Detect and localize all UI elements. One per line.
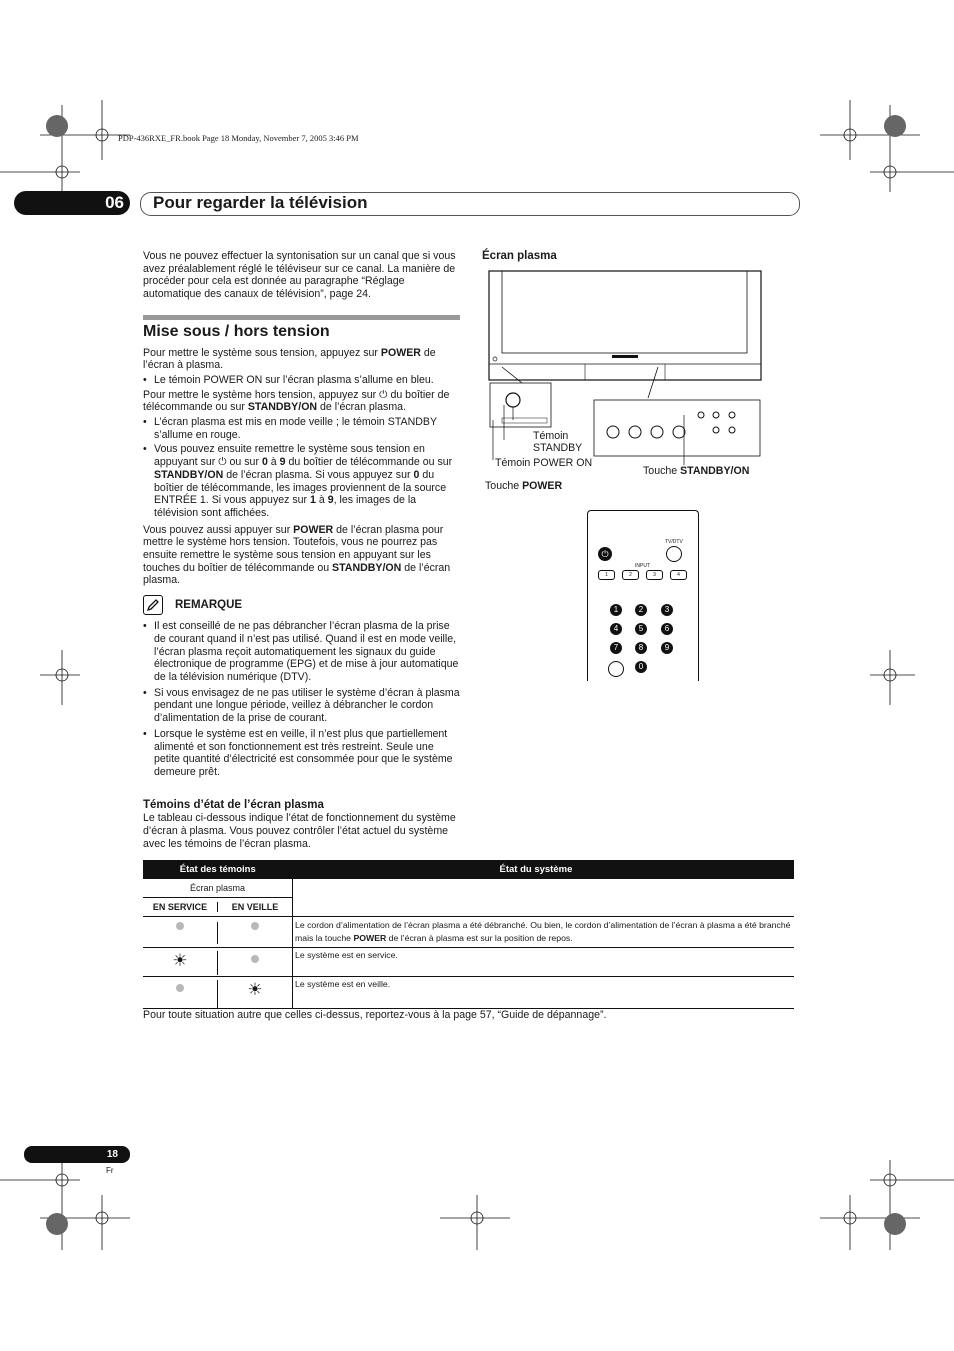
power-icon: ⏻ [598,547,612,561]
led-off-icon [251,922,259,930]
intro-text: Vous ne pouvez effectuer la syntonisation sur un canal que si vous avez préalablement réglé le téléviseur sur ce canal. La manière de procéder pour cela est donnée au paragraphe “Réglage automatique des canaux de télévision”, page 24. [143,250,456,301]
tv-dtv-button [666,546,682,562]
led-on-icon: ☀ [247,979,263,999]
pencil-icon [143,595,163,615]
input-key: 4 [670,570,687,580]
note-item: • Si vous envisagez de ne pas utiliser le système d’écran à plasma pendant une longue période, veillez à débrancher le cordon d’alimentation de la prise de courant. [143,687,460,725]
table-subheader: Écran plasma [143,879,293,897]
note-label: REMARQUE [175,598,243,611]
remote-number-key: 7 [610,642,622,654]
indicators-intro: Le tableau ci-dessous indique l’état de fonctionnement du système d’écran à plasma. Vous pouvez contrôler l’état actuel du système avec les témoins de l’écran plasma. [143,812,456,850]
remote-round-key [608,661,624,677]
note-item: • Il est conseillé de ne pas débrancher l’écran plasma de la prise de courant quand il n’est pas utilisé. Quand il est en mode veille, l’écran plasma reçoit automatiquement les signaux du guide électronique de programme (EPG) et de mise à jour automatique de la télévision numérique (DTV). [143,620,460,684]
label-touche-power: Touche POWER [485,480,563,492]
note-item: • Lorsque le système est en veille, il n’est plus que partiellement alimenté et son fonctionnement est très restreint. Seule une petite quantité d’électricité est consommée pour que le système demeure prêt. [143,728,460,779]
remote-number-key: 6 [661,623,673,635]
power-off-paragraph: Pour mettre le système hors tension, appuyez sur ⏻ du boîtier de télécommande ou sur STANDBY/ON de l’écran plasma. [143,388,450,414]
page-number: 18 [24,1146,130,1163]
remote-number-key: 4 [610,623,622,635]
power-icon: ⏻ [218,456,227,469]
remote-number-key: 9 [661,642,673,654]
label-touche-standby: Touche STANDBY/ON [643,465,750,477]
section-rule [143,315,460,320]
table-row [143,916,794,947]
chapter-number: 06 [14,191,130,215]
section-title-power: Mise sous / hors tension [143,322,330,340]
left-column [143,250,460,850]
figure-title: Écran plasma [482,250,557,262]
led-off-icon [176,922,184,930]
section-title-indicators: Témoins d’état de l’écran plasma [143,798,324,811]
col-en-veille: EN VEILLE [231,901,279,912]
led-off-icon [251,955,259,963]
remote-number-key: 1 [610,604,622,616]
input-key: 3 [646,570,663,580]
remote-number-key: 0 [635,661,647,673]
remote-number-key: 5 [635,623,647,635]
page-language: Fr [106,1166,114,1175]
label-temoin-standby: Témoin STANDBY [533,430,583,454]
power-on-paragraph: Pour mettre le système sous tension, appuyez sur POWER de l’écran à plasma. [143,346,436,372]
table-columns [143,897,293,916]
table-row [143,947,794,976]
bullet-power-on: • Le témoin POWER ON sur l’écran plasma s’allume en bleu. [143,374,460,387]
remote-control-illustration [587,510,699,681]
note-header [143,595,460,615]
col-en-service: EN SERVICE [143,902,218,912]
row-state-text: Le système est en veille. [293,976,795,1008]
table-row [143,976,794,1008]
tv-dtv-label: TV/DTV [665,539,683,545]
power-button-paragraph: Vous pouvez aussi appuyer sur POWER de l’écran plasma pour mettre le système hors tension. Toutefois, vous ne pourrez pas ensuite remettre le système sous tension en appuyant sur les touches du boîtier de télécommande ou STANDBY/ON de l’écran plasma. [143,523,451,587]
remote-number-key: 2 [635,604,647,616]
bullet-standby: • L’écran plasma est mis en mode veille ; le témoin STANDBY s’allume en rouge. [143,416,460,441]
led-off-icon [176,984,184,992]
bullet-resume: • Vous pouvez ensuite remettre le système sous tension en appuyant sur ⏻ ou sur 0 à 9 du boîtier de télécommande ou sur STANDBY/ON de l’écran plasma. Si vous appuyez sur 0 du boîtier de télécommande, les images proviennent de la source ENTRÉE 1. Si vous appuyez sur 1 à 9, les images de la télévision sont affichées. [143,443,460,519]
table-header: État du système [499,864,573,875]
power-icon: ⏻ [379,388,388,401]
status-table [143,860,794,1009]
label-temoin-power-on: Témoin POWER ON [495,457,593,469]
plasma-display-illustration [482,270,772,485]
remote-number-key: 8 [635,642,647,654]
chapter-title: Pour regarder la télévision [153,193,368,212]
input-key: 1 [598,570,615,580]
row-state-text: Le système est en service. [293,947,795,976]
footer-note: Pour toute situation autre que celles ci-dessus, reportez-vous à la page 57, “Guide de dépannage”. [143,1009,607,1021]
file-header: PDP-436RXE_FR.book Page 18 Monday, November 7, 2005 3:46 PM [118,133,359,143]
led-on-icon: ☀ [143,951,218,975]
remote-number-key: 3 [661,604,673,616]
input-key: 2 [622,570,639,580]
row-state-text: Le cordon d’alimentation de l’écran plasma a été débranché. Ou bien, le cordon d’alimentation de l’écran à plasma a été branché mais la touche POWER de l’écran à plasma est sur la position de repos. [293,916,795,947]
table-header: État des témoins [179,864,256,875]
input-label: INPUT [635,563,650,569]
